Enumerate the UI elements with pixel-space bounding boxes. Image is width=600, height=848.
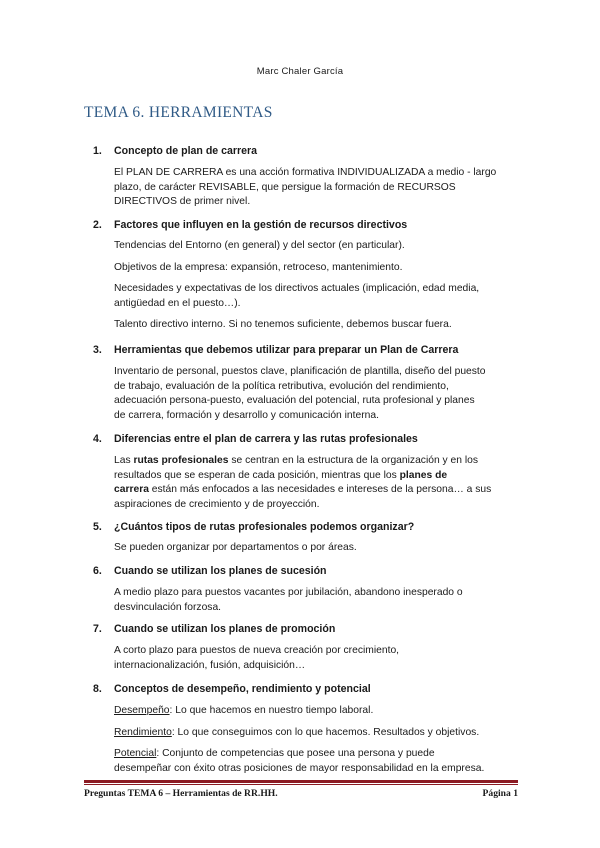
answer-line: A corto plazo para puestos de nueva creación por crecimiento,	[114, 645, 400, 656]
question-text: Herramientas que debemos utilizar para preparar un Plan de Carrera	[114, 344, 459, 356]
question-number: 4.	[93, 433, 102, 445]
section-3	[93, 343, 523, 423]
question-text: Cuando se utilizan los planes de sucesión	[114, 565, 327, 577]
question-text: Factores que influyen en la gestión de recursos directivos	[114, 219, 408, 231]
answer-line	[93, 469, 523, 484]
term: Potencial	[114, 748, 157, 760]
question-heading	[93, 682, 523, 696]
definition: : Lo que conseguimos con lo que hacemos. Resultados y objetivos.	[171, 726, 480, 738]
question-heading	[93, 432, 523, 446]
question-heading	[93, 218, 523, 232]
question-number: 6.	[93, 565, 102, 577]
answer-line: aspiraciones de crecimiento y de proyección.	[114, 498, 320, 510]
answer-line: adecuación persona-puesto, evaluación del potencial, ruta profesional y planes	[114, 395, 475, 407]
section-5	[93, 520, 523, 556]
term: Desempeño	[114, 705, 170, 716]
answer-text: están más enfocados a las necesidades e intereses de la persona… a sus	[148, 484, 492, 496]
question-heading	[93, 564, 523, 578]
section-4	[93, 432, 523, 512]
answer-line: Talento directivo interno. Si no tenemos suficiente, debemos buscar fuera.	[114, 319, 452, 331]
section-6	[93, 564, 523, 615]
section-2	[93, 218, 523, 333]
answer-text: Las	[114, 455, 134, 466]
answer-line: Inventario de personal, puestos clave, planificación de plantilla, diseño del puesto	[114, 366, 486, 377]
answer-line: DIRECTIVOS de primer nivel.	[114, 196, 251, 208]
question-number: 2.	[93, 219, 102, 231]
question-number: 3.	[93, 344, 102, 356]
answer-line: Necesidades y expectativas de los directivos actuales (implicación, edad media,	[114, 283, 480, 295]
highlight-term: planes de	[399, 469, 448, 481]
question-heading	[93, 343, 523, 357]
term: Rendimiento	[114, 726, 172, 738]
section-8	[93, 682, 523, 776]
answer-line: internacionalización, fusión, adquisición…	[114, 659, 306, 671]
question-heading	[93, 144, 523, 158]
question-text: ¿Cuántos tipos de rutas profesionales podemos organizar?	[114, 521, 415, 533]
answer-line: Objetivos de la empresa: expansión, retroceso, mantenimiento.	[114, 261, 403, 273]
question-heading	[93, 622, 523, 636]
question-text: Concepto de plan de carrera	[114, 145, 258, 157]
answer-line: A medio plazo para puestos vacantes por jubilación, abandono inesperado o	[114, 587, 463, 598]
answer-line	[93, 454, 523, 469]
answer-line: desvinculación forzosa.	[114, 601, 222, 613]
answer-line: antigüedad en el puesto…).	[114, 297, 241, 309]
definition: : Lo que hacemos en nuestro tiempo laboral.	[169, 705, 374, 716]
definition-continuation: desempeñar con éxito otras posiciones de mayor responsabilidad en la empresa.	[114, 762, 485, 774]
footer-title: Preguntas TEMA 6 – Herramientas de RR.HH.	[84, 788, 278, 799]
highlight-term: carrera	[114, 484, 149, 496]
answer-line: de carrera, formación y desarrollo y comunicación interna.	[114, 409, 379, 421]
answer-line: Se pueden organizar por departamentos o por áreas.	[114, 542, 357, 553]
footer-divider-thin	[84, 784, 518, 785]
question-text: Conceptos de desempeño, rendimiento y potencial	[114, 683, 371, 695]
page-title: TEMA 6. HERRAMIENTAS	[84, 104, 273, 121]
definition-rendimiento	[93, 726, 523, 741]
answer-line: El PLAN DE CARRERA es una acción formativa INDIVIDUALIZADA a medio - largo	[114, 167, 497, 178]
answer-line	[93, 483, 523, 498]
page-number: Página 1	[482, 788, 518, 799]
question-number: 1.	[93, 145, 102, 157]
answer-text: resultados que se esperan de cada posición, mientras que los	[114, 469, 400, 481]
page-header-author: Marc Chaler García	[256, 66, 344, 77]
question-number: 7.	[93, 623, 102, 635]
answer-line: de trabajo, evaluación de la política retributiva, evolución del rendimiento,	[114, 380, 449, 392]
question-number: 8.	[93, 683, 102, 695]
highlight-term: rutas profesionales	[133, 455, 229, 466]
footer-divider	[84, 780, 518, 783]
definition-potencial	[93, 747, 523, 762]
question-heading	[93, 520, 523, 534]
answer-text: se centran en la estructura de la organización y en los	[228, 455, 479, 466]
definition-desempeno	[93, 704, 523, 719]
question-text: Cuando se utilizan los planes de promoción	[114, 623, 336, 635]
question-text: Diferencias entre el plan de carrera y las rutas profesionales	[114, 433, 418, 445]
answer-line: plazo, de carácter REVISABLE, que persigue la formación de RECURSOS	[114, 181, 456, 193]
answer-line: Tendencias del Entorno (en general) y del sector (en particular).	[114, 240, 405, 251]
page-footer	[84, 788, 518, 799]
section-7	[93, 622, 523, 673]
question-number: 5.	[93, 521, 102, 533]
section-1	[93, 144, 523, 210]
definition: : Conjunto de competencias que posee una persona y puede	[156, 748, 435, 760]
